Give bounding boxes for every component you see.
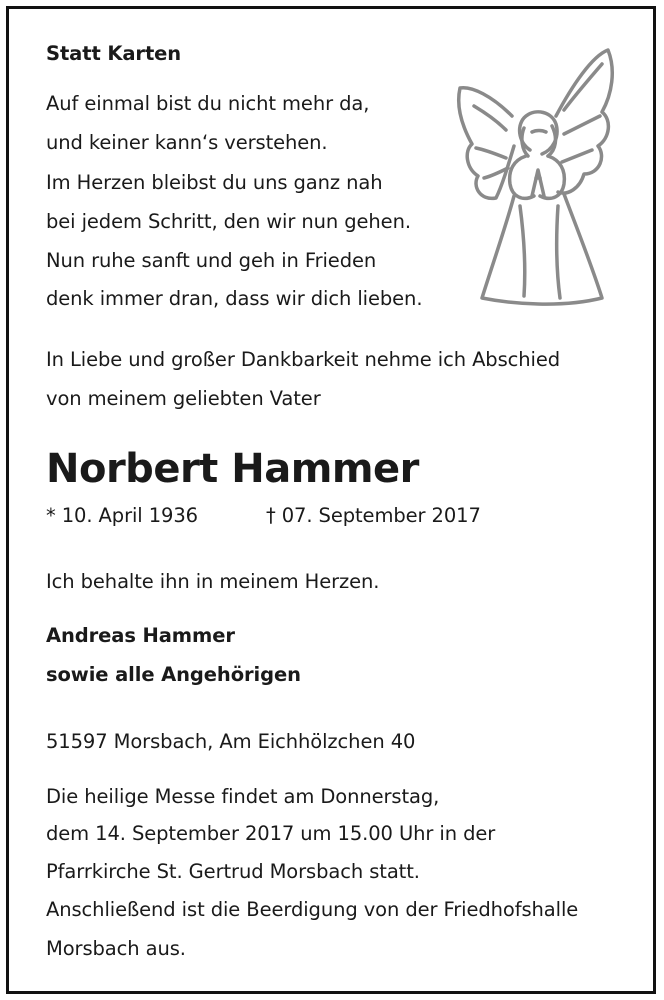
poem-line: denk immer dran, dass wir dich lieben. <box>46 287 423 310</box>
service-line: Die heilige Messe findet am Donnerstag, <box>46 785 440 808</box>
service-line: dem 14. September 2017 um 15.00 Uhr in der <box>46 822 496 845</box>
remembrance-text: Ich behalte ihn in meinem Herzen. <box>46 570 380 593</box>
deceased-name: Norbert Hammer <box>46 446 419 492</box>
poem-line: Auf einmal bist du nicht mehr da, <box>46 92 370 115</box>
farewell-line: In Liebe und großer Dankbarkeit nehme ich Abschied <box>46 348 561 371</box>
death-date: † 07. September 2017 <box>266 504 481 527</box>
service-line: Morsbach aus. <box>46 937 186 960</box>
poem-line: Im Herzen bleibst du uns ganz nah <box>46 171 383 194</box>
farewell-line: von meinem geliebten Vater <box>46 387 321 410</box>
praying-angel-icon <box>452 46 616 308</box>
statt-karten-label: Statt Karten <box>46 42 182 65</box>
service-line: Pfarrkirche St. Gertrud Morsbach statt. <box>46 860 420 883</box>
mourner-relatives: sowie alle Angehörigen <box>46 663 301 686</box>
address-text: 51597 Morsbach, Am Eichhölzchen 40 <box>46 730 416 753</box>
poem-line: und keiner kann‘s verstehen. <box>46 131 328 154</box>
poem-line: Nun ruhe sanft und geh in Frieden <box>46 249 377 272</box>
service-line: Anschließend ist die Beerdigung von der Friedhofshalle <box>46 898 579 921</box>
poem-line: bei jedem Schritt, den wir nun gehen. <box>46 210 411 233</box>
birth-date: * 10. April 1936 <box>46 504 198 527</box>
mourner-name: Andreas Hammer <box>46 624 235 647</box>
